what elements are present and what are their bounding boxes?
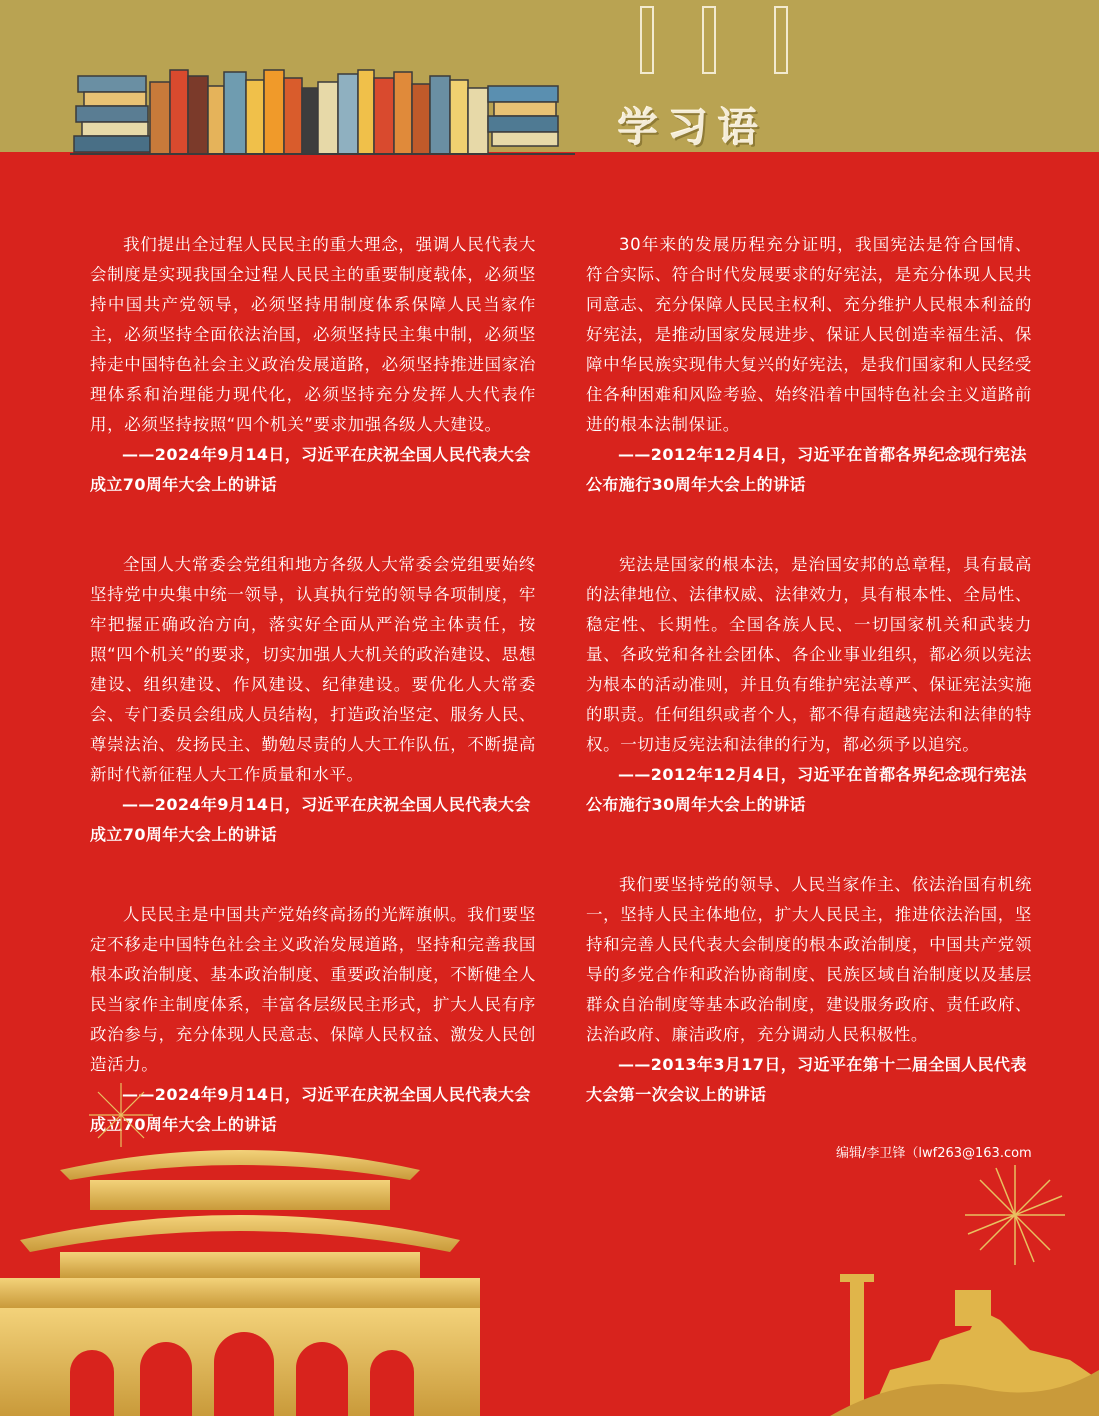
quote-paragraph: 人民民主是中国共产党始终高扬的光辉旗帜。我们要坚定不移走中国特色社会主义政治发展道路，坚持和完善我国根本政治制度、基本政治制度、重要政治制度，不断健全人民当家作主制度体系，丰富各层级民主形式，扩大人民有序政治参与，充分体现人民意志、保障人民权益、激发人民创造活力。 [90,905,536,1074]
quote-source: ——2024年9月14日，习近平在庆祝全国人民代表大会成立70周年大会上的讲话 [90,1085,531,1134]
quote-source: ——2013年3月17日，习近平在第十二届全国人民代表大会第一次会议上的讲话 [586,1055,1027,1104]
great-wall-illustration [830,1250,1099,1416]
quote-paragraph: 我们要坚持党的领导、人民当家作主、依法治国有机统一，坚持人民主体地位，扩大人民民主，推进依法治国，坚持和完善人民代表大会制度的根本政治制度，中国共产党领导的多党合作和政治协商制度、民族区域自治制度以及基层群众自治制度等基本政治制度，建设服务政府、责任政府、法治政府、廉洁政府，充分调动人民积极性。 [586,875,1032,1044]
quote-source: ——2012年12月4日，习近平在首都各界纪念现行宪法公布施行30周年大会上的讲话 [586,445,1027,494]
quote-paragraph: 我们提出全过程人民民主的重大理念，强调人民代表大会制度是实现我国全过程人民民主的重要制度载体，必须坚持中国共产党领导，必须坚持用制度体系保障人民当家作主，必须坚持全面依法治国，必须坚持民主集中制，必须坚持走中国特色社会主义政治发展道路，必须坚持推进国家治理体系和治理能力现代化，必须坚持充分发挥人大代表作用，必须坚持按照“四个机关”要求加强各级人大建设。 [90,235,536,434]
deco-rectangle [774,6,788,74]
quote-source: ——2024年9月14日，习近平在庆祝全国人民代表大会成立70周年大会上的讲话 [90,445,531,494]
page-title: 学习语 [618,105,768,151]
deco-rectangle [702,6,716,74]
tiananmen-illustration [0,1110,480,1416]
right-column [586,230,1032,1110]
books-illustration [0,0,600,160]
quote-paragraph: 宪法是国家的根本法，是治国安邦的总章程，具有最高的法律地位、法律权威、法律效力，具有根本性、全局性、稳定性、长期性。全国各族人民、一切国家机关和武装力量、各政党和各社会团体、各企业事业组织，都必须以宪法为根本的活动准则，并且负有维护宪法尊严、保证宪法实施的职责。任何组织或者个人，都不得有超越宪法和法律的特权。一切违反宪法和法律的行为，都必须予以追究。 [586,555,1032,754]
quote-source: ——2012年12月4日，习近平在首都各界纪念现行宪法公布施行30周年大会上的讲话 [586,765,1027,814]
quote-paragraph: 30年来的发展历程充分证明，我国宪法是符合国情、符合实际、符合时代发展要求的好宪法，是充分体现人民共同意志、充分保障人民民主权利、充分维护人民根本利益的好宪法，是推动国家发展进步、保证人民创造幸福生活、保障中华民族实现伟大复兴的好宪法，是我们国家和人民经受住各种困难和风险考验、始终沿着中国特色社会主义道路前进的根本法制保证。 [586,235,1032,434]
quote-source: ——2024年9月14日，习近平在庆祝全国人民代表大会成立70周年大会上的讲话 [90,795,531,844]
deco-rectangle [640,6,654,74]
quote-paragraph: 全国人大常委会党组和地方各级人大常委会党组要始终坚持党中央集中统一领导，认真执行党的领导各项制度，牢牢把握正确政治方向，落实好全面从严治党主体责任，按照“四个机关”的要求，切实加强人大机关的政治建设、思想建设、组织建设、作风建设、纪律建设。要优化人大常委会、专门委员会组成人员结构，打造政治坚定、服务人民、尊崇法治、发扬民主、勤勉尽责的人大工作队伍，不断提高新时代新征程人大工作质量和水平。 [90,555,536,784]
firework-decoration [86,1080,156,1150]
editor-credit: 编辑/李卫锋（lwf263@163.com [836,1146,1032,1161]
left-column [90,230,536,1140]
